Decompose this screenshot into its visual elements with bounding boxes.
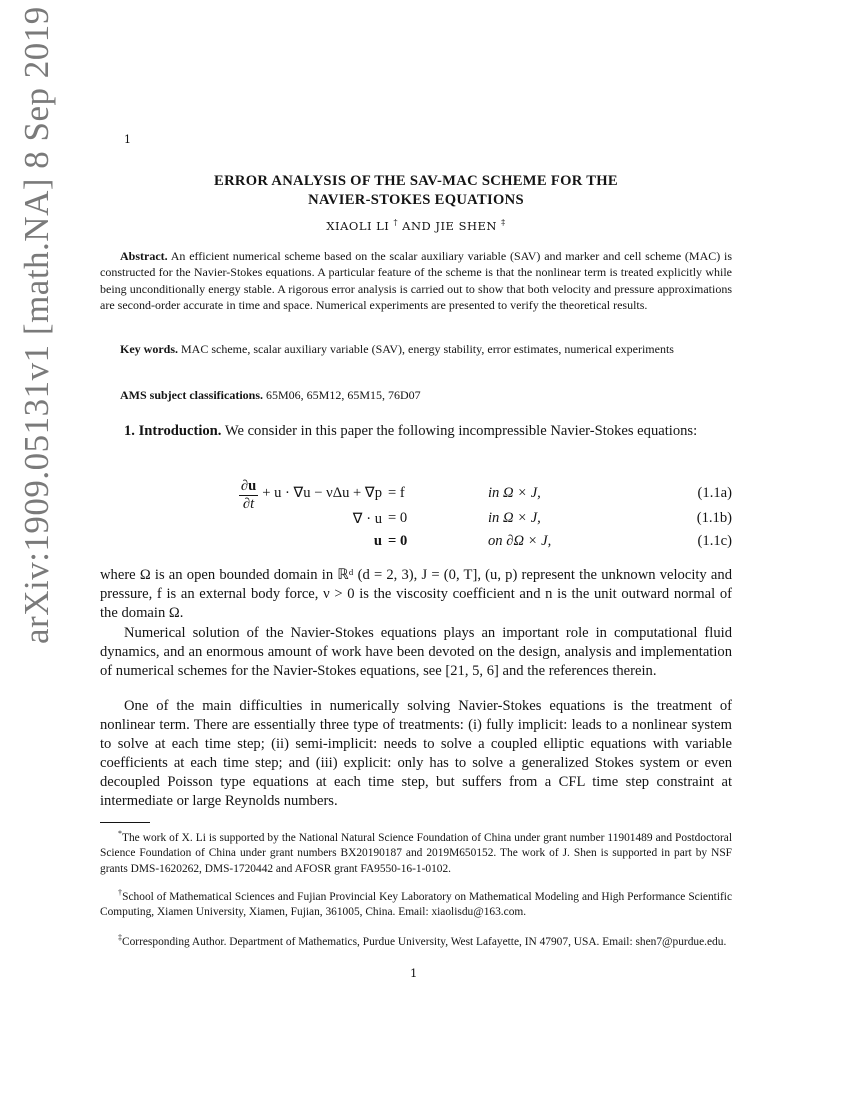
equation-domain: in Ω × J, [488, 485, 541, 501]
equation-lhs: ∇ · u [352, 511, 382, 527]
footnote-divider [100, 822, 150, 823]
footnote-mark: * [118, 829, 122, 838]
footnote-text: School of Mathematical Sciences and Fujian Provincial Key Laboratory on Mathematical Modeling and High Performance Scientific Computing, Xiamen University, Xiamen, Fujian, 361005, China. Email: xiaolisdu@163.com. [100, 890, 732, 919]
footnote-text: Corresponding Author. Department of Mathematics, Purdue University, West Lafayette, IN 47907, USA. Email: shen7@purdue.edu. [122, 935, 727, 948]
footnote-mark: † [118, 888, 123, 897]
intro-text: We consider in this paper the following incompressible Navier-Stokes equations: [224, 423, 698, 439]
section-heading: 1. Introduction. [124, 423, 222, 439]
footnote-affiliation-li [100, 885, 732, 921]
equation-lhs: + u · ∇u − νΔu + ∇p [262, 484, 382, 501]
paragraph-domain-definition: where Ω is an open bounded domain in ℝᵈ (d = 2, 3), J = (0, T], (u, p) represent the unknown velocity and pressure, f is an external body force, ν > 0 is the viscosity coefficient and n is the unit outward normal of the domain Ω. [100, 567, 732, 621]
footnote-funding [100, 826, 732, 877]
author-2-mark: ‡ [501, 218, 506, 227]
title-line-1: ERROR ANALYSIS OF THE SAV-MAC SCHEME FOR THE [214, 173, 618, 189]
footnote-mark: ‡ [118, 933, 122, 942]
fraction-denominator: ∂t [242, 496, 255, 512]
equation-lhs: u [373, 533, 382, 549]
keywords [100, 341, 732, 357]
ams-label: AMS subject classifications. [120, 388, 263, 402]
equation-tag: (1.1b) [696, 510, 732, 526]
author-1: XIAOLI LI [326, 218, 390, 233]
paragraph-numerical-solution: Numerical solution of the Navier-Stokes equations plays an important role in computational fluid dynamics, and an enormous amount of work have been devoted on the design, analysis and implementation of numerical schemes for the Navier-Stokes equations, see [21, 5, 6] and the references therein. [100, 625, 732, 679]
equation-1-1c [100, 533, 732, 559]
equation-rhs: = 0 [388, 533, 408, 549]
keywords-text: MAC scheme, scalar auxiliary variable (SAV), energy stability, error estimates, numerical experiments [181, 342, 674, 356]
equation-rhs: = 0 [388, 510, 408, 526]
ams-text: 65M06, 65M12, 65M15, 76D07 [266, 388, 421, 402]
title-line-2: NAVIER-STOKES EQUATIONS [308, 192, 524, 208]
equation-tag: (1.1c) [697, 533, 732, 549]
fraction-numerator: ∂u [240, 478, 257, 494]
introduction-paragraph [100, 422, 732, 441]
equation-domain: in Ω × J, [488, 510, 541, 526]
equation-rhs: = f [388, 485, 405, 501]
author-1-mark: † [393, 218, 398, 227]
paper-title [100, 172, 732, 210]
footnote-affiliation-shen [100, 930, 732, 950]
author-line [100, 218, 732, 233]
author-2: JIE SHEN [435, 218, 497, 233]
arxiv-sidebar-stamp: arXiv:1909.05131v1 [math.NA] 8 Sep 2019 [17, 6, 56, 644]
ams-classifications [100, 387, 732, 403]
abstract-text: An efficient numerical scheme based on the scalar auxiliary variable (SAV) and marker and cell scheme (MAC) is constructed for the Navier-Stokes equations. A particular feature of the scheme is that the nonlinear term is treated explicitly while being unconditionally energy stable. A rigorous error analysis is carried out to show that both velocity and pressure approximations are second-order accurate in time and space. Numerical experiments are presented to verify the theoretical results. [100, 249, 733, 313]
abstract-label: Abstract. [120, 249, 168, 263]
top-page-number: 1 [124, 133, 131, 146]
keywords-label: Key words. [120, 342, 178, 356]
page-number: 1 [410, 966, 418, 980]
abstract [100, 248, 732, 314]
equation-tag: (1.1a) [697, 485, 732, 501]
footnote-text: The work of X. Li is supported by the National Natural Science Foundation of China under grant number 11901489 and Postdoctoral Science Foundation of China under grant numbers BX20190187 and 2019M650152. The work of J. Shen is supported in part by NSF grants DMS-1620262, DMS-1720442 and AFOSR grant FA9550-16-1-0102. [100, 831, 732, 875]
author-and: AND [402, 218, 432, 233]
paragraph-nonlinear-treatment: One of the main difficulties in numerically solving Navier-Stokes equations is the treatment of nonlinear term. There are essentially three type of treatments: (i) fully implicit: leads to a nonlinear system to solve at each time step; (ii) semi-implicit: needs to solve a coupled elliptic equations with variable coefficients at each time step; and (iii) explicit: only has to solve a generalized Stokes system or even decoupled Poisson type equations at each time step, but suffers from a CFL time step constraint at intermediate or large Reynolds numbers. [100, 698, 732, 809]
time-derivative-fraction [239, 478, 258, 513]
equation-domain: on ∂Ω × J, [488, 533, 552, 549]
